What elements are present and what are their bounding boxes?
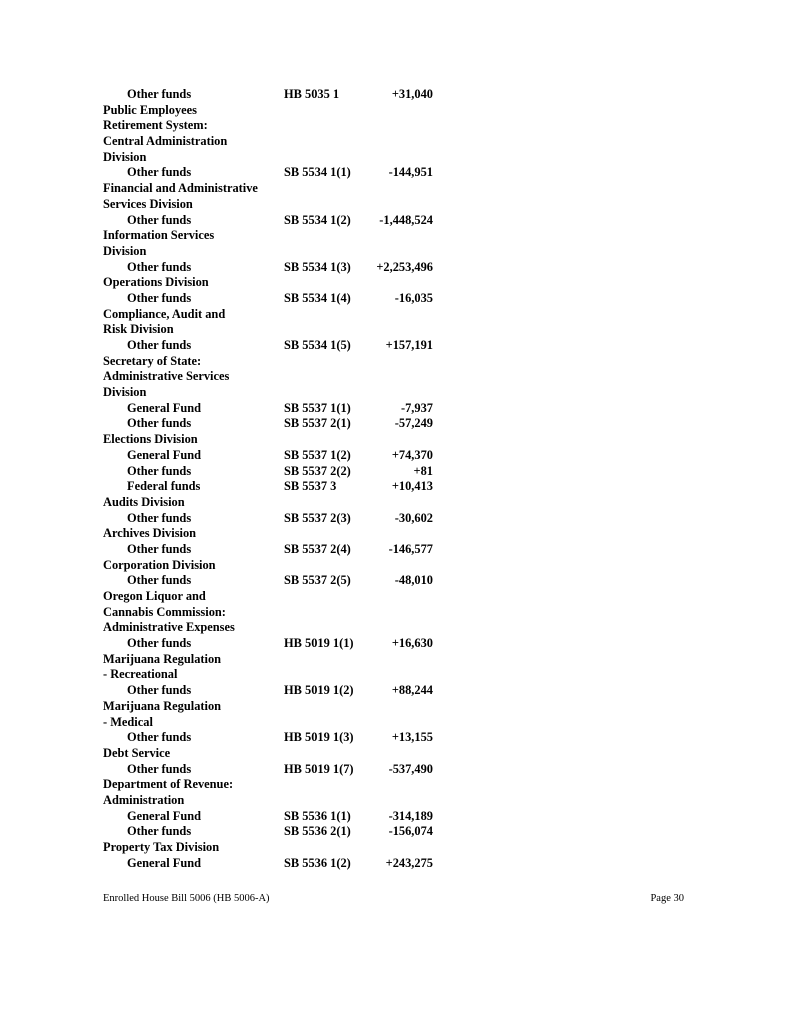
agency-heading-row <box>103 652 448 668</box>
agency-heading-label: Division <box>103 149 147 164</box>
bill-section-reference: SB 5534 1(5) <box>284 338 351 352</box>
bill-section-reference: SB 5534 1(3) <box>284 259 351 274</box>
agency-heading-label: Department of Revenue: <box>103 777 234 792</box>
agency-heading-label: Retirement System: <box>103 118 208 133</box>
bill-section-reference: HB 5019 1(7) <box>284 761 354 776</box>
agency-heading-row <box>103 134 448 150</box>
fund-line-row <box>103 87 448 103</box>
footer-bill-reference: Enrolled House Bill 5006 (HB 5006-A) <box>103 893 270 904</box>
fund-line-row <box>103 730 448 746</box>
adjustment-amount: +10,413 <box>391 479 433 494</box>
agency-heading-row <box>103 746 448 762</box>
adjustment-amount: -16,035 <box>394 290 433 305</box>
bill-section-reference: SB 5537 1(1) <box>284 400 351 415</box>
adjustment-amount: -7,937 <box>400 400 433 415</box>
fund-line-row <box>103 213 448 229</box>
agency-heading-label: Central Administration <box>103 134 228 149</box>
bill-section-reference: SB 5534 1(2) <box>284 212 351 227</box>
agency-heading-label: Compliance, Audit and <box>103 306 226 321</box>
adjustment-amount: -144,951 <box>388 165 433 180</box>
bill-section-reference: SB 5537 2(1) <box>284 416 351 431</box>
agency-heading-row <box>103 275 448 291</box>
agency-heading-label: Information Services <box>103 228 215 243</box>
fund-type-label: Other funds <box>127 87 192 101</box>
fund-type-label: Other funds <box>127 541 192 556</box>
fund-type-label: Other funds <box>127 683 192 698</box>
bill-section-reference: SB 5537 3 <box>284 479 337 494</box>
budget-adjustment-table <box>103 87 448 871</box>
agency-heading-row <box>103 558 448 574</box>
fund-type-label: Other funds <box>127 636 192 651</box>
fund-type-label: Other funds <box>127 573 192 588</box>
agency-heading-label: Oregon Liquor and <box>103 589 206 603</box>
agency-heading-row <box>103 777 448 793</box>
fund-line-row <box>103 809 448 825</box>
agency-heading-label: Archives Division <box>103 526 197 541</box>
agency-heading-label: Division <box>103 385 147 400</box>
agency-heading-label: Services Division <box>103 196 193 211</box>
agency-heading-label: Division <box>103 243 147 258</box>
agency-heading-label: Elections Division <box>103 432 198 447</box>
fund-line-row <box>103 683 448 699</box>
fund-line-row <box>103 479 448 495</box>
bill-section-reference: SB 5537 1(2) <box>284 447 351 462</box>
agency-heading-row <box>103 118 448 134</box>
agency-heading-label: Administrative Expenses <box>103 620 235 635</box>
agency-heading-row <box>103 307 448 323</box>
fund-line-row <box>103 636 448 652</box>
bill-section-reference: SB 5534 1(1) <box>284 165 351 180</box>
bill-section-reference: SB 5536 2(1) <box>284 824 351 839</box>
agency-heading-row <box>103 150 448 166</box>
fund-line-row <box>103 260 448 276</box>
agency-heading-row <box>103 181 448 197</box>
fund-line-row <box>103 762 448 778</box>
agency-heading-label: Debt Service <box>103 745 171 760</box>
agency-heading-row <box>103 699 448 715</box>
agency-heading-row <box>103 228 448 244</box>
adjustment-amount: +157,191 <box>385 338 433 352</box>
agency-heading-row <box>103 667 448 683</box>
adjustment-amount: +74,370 <box>391 447 433 462</box>
agency-heading-row <box>103 369 448 385</box>
agency-heading-row <box>103 605 448 621</box>
adjustment-amount: +2,253,496 <box>376 259 433 274</box>
agency-heading-label: Marijuana Regulation <box>103 698 222 713</box>
agency-heading-row <box>103 385 448 401</box>
agency-heading-row <box>103 244 448 260</box>
fund-line-row <box>103 542 448 558</box>
fund-line-row <box>103 856 448 872</box>
adjustment-amount: +16,630 <box>391 636 433 651</box>
agency-heading-label: Risk Division <box>103 322 174 337</box>
agency-heading-label: Cannabis Commission: <box>103 604 226 619</box>
agency-heading-row <box>103 620 448 636</box>
footer-page-number: Page 30 <box>650 893 684 904</box>
bill-section-reference: SB 5536 1(1) <box>284 808 351 823</box>
bill-section-reference: SB 5536 1(2) <box>284 855 351 870</box>
agency-heading-row <box>103 322 448 338</box>
bill-section-reference: SB 5534 1(4) <box>284 290 351 305</box>
adjustment-amount: +13,155 <box>391 730 433 745</box>
fund-type-label: Other funds <box>127 290 192 305</box>
fund-type-label: Other funds <box>127 463 192 478</box>
fund-line-row <box>103 464 448 480</box>
adjustment-amount: -48,010 <box>394 573 433 588</box>
agency-heading-label: Administrative Services <box>103 369 230 384</box>
agency-heading-row <box>103 495 448 511</box>
fund-type-label: General Fund <box>127 400 202 415</box>
fund-line-row <box>103 165 448 181</box>
fund-type-label: Other funds <box>127 212 192 227</box>
agency-heading-label: Audits Division <box>103 494 185 509</box>
adjustment-amount: -1,448,524 <box>379 212 433 227</box>
agency-heading-row <box>103 432 448 448</box>
agency-heading-row <box>103 526 448 542</box>
agency-heading-label: Corporation Division <box>103 557 216 572</box>
agency-heading-label: - Recreational <box>103 667 178 682</box>
adjustment-amount: +88,244 <box>391 683 433 698</box>
fund-type-label: Other funds <box>127 416 192 431</box>
agency-heading-row <box>103 197 448 213</box>
bill-section-reference: HB 5019 1(1) <box>284 636 354 651</box>
adjustment-amount: -57,249 <box>394 416 433 431</box>
agency-heading-label: Administration <box>103 792 185 807</box>
fund-line-row <box>103 291 448 307</box>
agency-heading-row <box>103 103 448 119</box>
adjustment-amount: +31,040 <box>391 87 433 101</box>
fund-type-label: Other funds <box>127 338 192 352</box>
fund-line-row <box>103 401 448 417</box>
fund-line-row <box>103 573 448 589</box>
fund-type-label: General Fund <box>127 855 202 870</box>
agency-heading-row <box>103 354 448 370</box>
bill-section-reference: SB 5537 2(3) <box>284 510 351 525</box>
agency-heading-row <box>103 589 448 605</box>
fund-line-row <box>103 448 448 464</box>
adjustment-amount: -537,490 <box>388 761 433 776</box>
agency-heading-label: Property Tax Division <box>103 840 220 854</box>
fund-type-label: General Fund <box>127 808 202 823</box>
agency-heading-label: Operations Division <box>103 275 209 290</box>
fund-type-label: Other funds <box>127 761 192 776</box>
adjustment-amount: -156,074 <box>388 824 433 839</box>
adjustment-amount: +243,275 <box>385 855 433 870</box>
agency-heading-label: Financial and Administrative <box>103 181 258 196</box>
fund-line-row <box>103 824 448 840</box>
fund-type-label: General Fund <box>127 447 202 462</box>
agency-heading-label: Secretary of State: <box>103 353 202 368</box>
bill-section-reference: SB 5537 2(2) <box>284 463 351 478</box>
bill-section-reference: SB 5537 2(4) <box>284 541 351 556</box>
adjustment-amount: -146,577 <box>388 541 433 556</box>
fund-line-row <box>103 416 448 432</box>
agency-heading-row <box>103 715 448 731</box>
fund-type-label: Other funds <box>127 510 192 525</box>
fund-type-label: Other funds <box>127 730 192 745</box>
agency-heading-label: Marijuana Regulation <box>103 651 222 666</box>
fund-line-row <box>103 511 448 527</box>
agency-heading-row <box>103 840 448 856</box>
agency-heading-row <box>103 793 448 809</box>
bill-section-reference: HB 5035 1 <box>284 87 340 101</box>
fund-type-label: Federal funds <box>127 479 201 494</box>
adjustment-amount: -30,602 <box>394 510 433 525</box>
agency-heading-label: Public Employees <box>103 102 197 117</box>
adjustment-amount: +81 <box>413 463 433 478</box>
bill-section-reference: HB 5019 1(2) <box>284 683 354 698</box>
fund-line-row <box>103 338 448 354</box>
fund-type-label: Other funds <box>127 259 192 274</box>
bill-section-reference: HB 5019 1(3) <box>284 730 354 745</box>
bill-section-reference: SB 5537 2(5) <box>284 573 351 588</box>
fund-type-label: Other funds <box>127 165 192 180</box>
fund-type-label: Other funds <box>127 824 192 839</box>
adjustment-amount: -314,189 <box>388 808 433 823</box>
agency-heading-label: - Medical <box>103 714 153 729</box>
